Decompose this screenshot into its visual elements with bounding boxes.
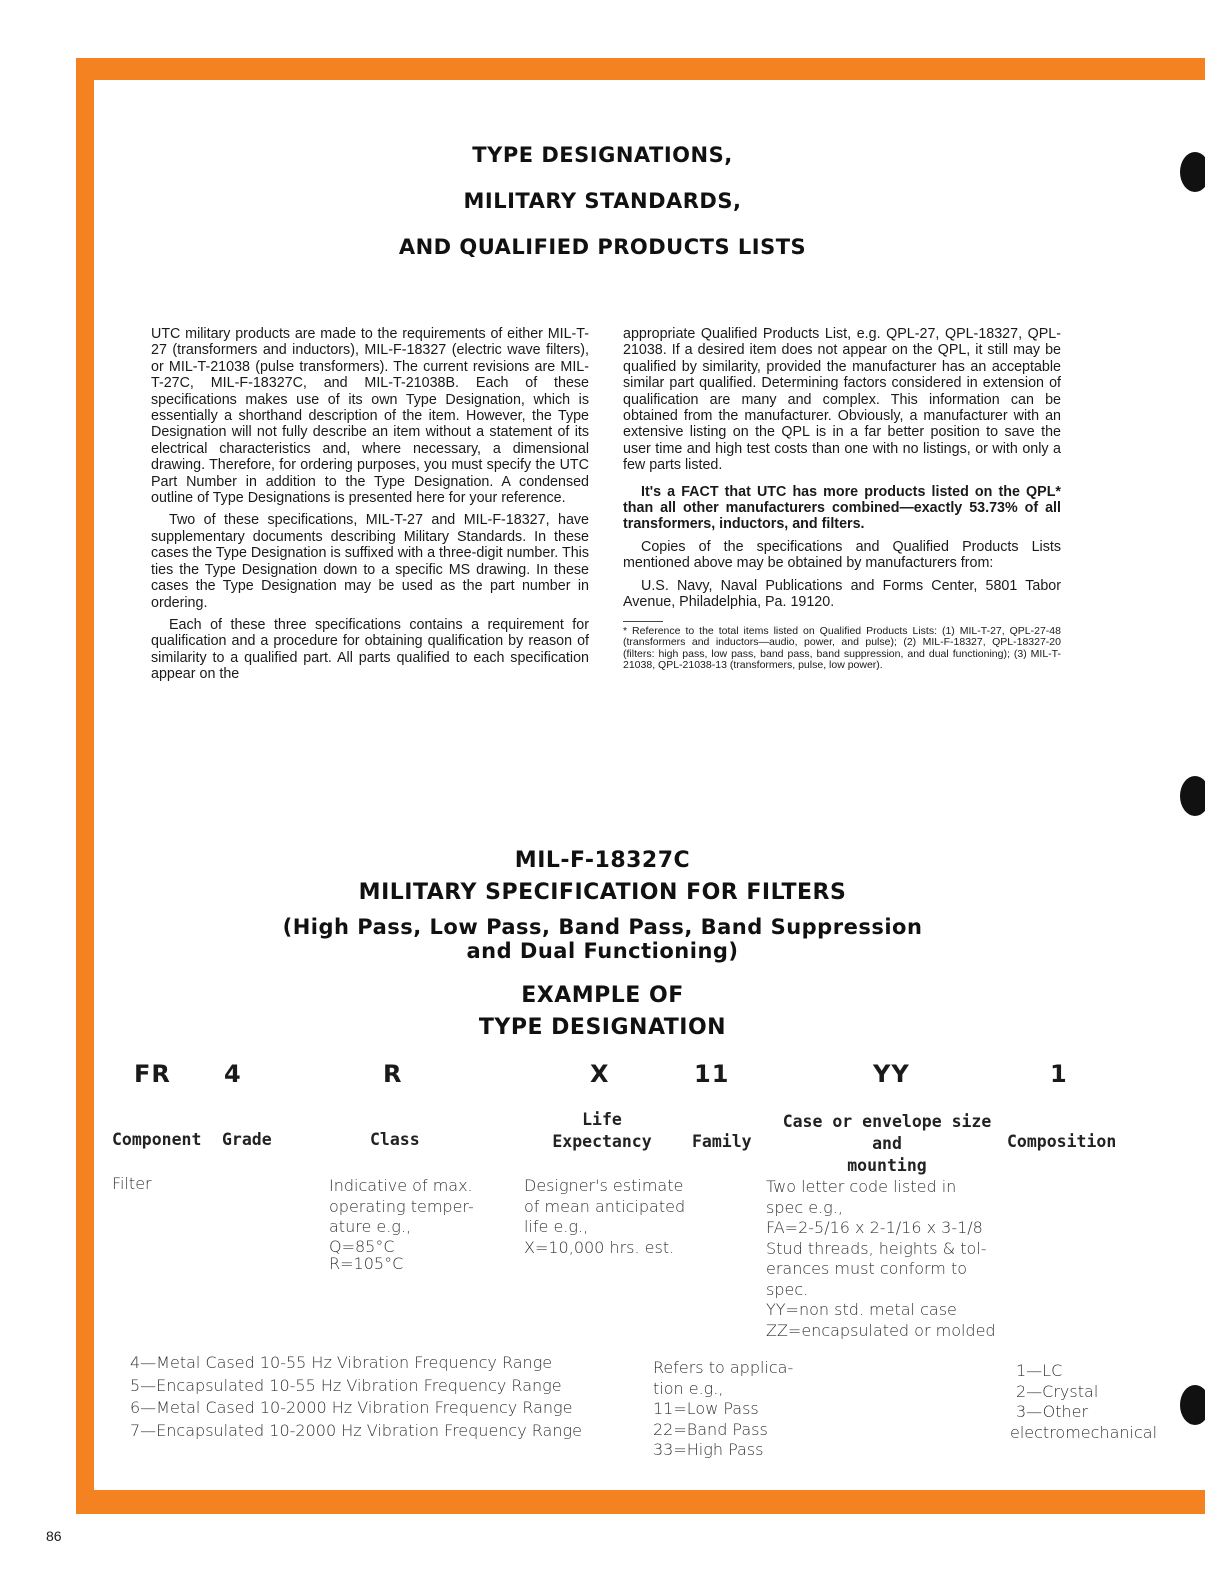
paragraph: appropriate Qualified Products List, e.g. QPL-27, QPL-18327, QPL-21038. If a desired item does not appear on the QPL, it still may be qualified by similarity, provided the manufacturer has an acceptable similar part qualified. Determining factors considered in extension of qualification are many and complex. This information can be obtained from the manufacturer. Obviously, a manufacturer with an extensive listing on the QPL is in a far better position to save the user time and high test costs than one with no listings, or with only a few parts listed. [623, 326, 1061, 474]
paragraph: Each of these three specifications contains a requirement for qualification and a procedure for obtaining qualification by reason of similarity to a qualified part. All parts qualified to each specification appear on the [151, 616, 589, 683]
spec-title: MILITARY SPECIFICATION FOR FILTERS [358, 880, 847, 905]
paragraph: Two of these specifications, MIL-T-27 and MIL-F-18327, have supplementary documents describing Military Standards. In these cases the Type Designation is suffixed with a three-digit number. This ties the Type Designation down to a specific MS drawing. In these cases the Type Designation may be used as the part number in ordering. [151, 512, 589, 611]
code-component: FR [134, 1060, 171, 1088]
code-grade: 4 [224, 1060, 242, 1088]
page-title-line-1: TYPE DESIGNATIONS, [472, 143, 733, 167]
list-item: 5—Encapsulated 10-55 Hz Vibration Frequency Range [130, 1375, 562, 1395]
component-description: Filter [112, 1174, 152, 1193]
page-title-line-2: MILITARY STANDARDS, [463, 189, 742, 213]
footnote-divider [623, 621, 663, 622]
header-component: Component [112, 1130, 202, 1149]
case-description: Two letter code listed in spec e.g., FA=2-5/16 x 2-1/16 x 3-1/8 Stud threads, heights & tol- erances must conform to spec. YY=non std. metal case ZZ=encapsulated or molded [766, 1177, 996, 1340]
header-life [550, 1109, 654, 1153]
paragraph: Copies of the specifications and Qualified Products Lists mentioned above may be obtained by manufacturers from: [623, 538, 1061, 572]
header-composition: Composition [1007, 1132, 1117, 1151]
code-life: X [590, 1060, 610, 1088]
code-class: R [383, 1060, 403, 1088]
class-description: Indicative of max. operating temper- ature e.g., Q=85°C R=105°C [329, 1176, 474, 1273]
spec-subtitle-2: and Dual Functioning) [466, 939, 739, 963]
header-grade: Grade [222, 1130, 272, 1149]
list-item: 7—Encapsulated 10-2000 Hz Vibration Frequency Range [130, 1420, 582, 1440]
header-life-line-2: Expectancy [552, 1132, 652, 1151]
header-family: Family [692, 1132, 752, 1151]
right-column [623, 326, 1061, 678]
page-panel [94, 80, 1205, 1490]
code-family: 11 [694, 1060, 730, 1088]
code-case: YY [873, 1060, 910, 1088]
binder-hole-icon [1180, 1385, 1205, 1425]
address: U.S. Navy, Naval Publications and Forms Center, 5801 Tabor Avenue, Philadelphia, Pa. 19120. [623, 577, 1061, 611]
spec-subtitle-1: (High Pass, Low Pass, Band Pass, Band Suppression [282, 915, 923, 939]
page-title-line-3: AND QUALIFIED PRODUCTS LISTS [398, 235, 807, 259]
page-number: 86 [46, 1528, 62, 1544]
code-composition: 1 [1050, 1060, 1068, 1088]
example-heading-2: TYPE DESIGNATION [478, 1015, 727, 1040]
paragraph: UTC military products are made to the requirements of either MIL-T-27 (transformers and inductors), MIL-F-18327 (electric wave filters), or MIL-T-21038 (pulse transformers). The current revisions are MIL-T-27C, MIL-F-18327C, and MIL-T-21038B. Each of these specifications makes use of its own Type Designation, which is essentially a shorthand description of the item. However, the Type Designation will not fully describe an item without a statement of its electrical characteristics and, where necessary, a dimensional drawing. Therefore, for ordering purposes, you must specify the UTC Part Number in addition to the Type Designation. A condensed outline of Type Designations is presented here for your reference. [151, 326, 589, 507]
header-case [782, 1111, 992, 1177]
footnote: * Reference to the total items listed on Qualified Products Lists: (1) MIL-T-27, QPL-27-48 (transformers and inductors—audio, power, and pulse); (2) MIL-F-18327, QPL-18327-20 (filters: high pass, low pass, band pass, band suppression, and dual functioning); (3) MIL-T-21038, QPL-21038-13 (transformers, pulse, low power). [623, 624, 1061, 672]
example-heading-1: EXAMPLE OF [521, 983, 684, 1008]
header-life-line-1: Life [582, 1110, 622, 1129]
family-description: Refers to applica- tion e.g., 11=Low Pass 22=Band Pass 33=High Pass [653, 1358, 794, 1459]
header-class: Class [370, 1130, 420, 1149]
spec-number: MIL-F-18327C [514, 848, 691, 873]
fact-callout: It's a FACT that UTC has more products listed on the QPL* than all other manufacturers combined—exactly 53.73% of all transformers, inductors, and filters. [623, 483, 1061, 533]
life-description: Designer's estimate of mean anticipated life e.g., X=10,000 hrs. est. [524, 1176, 686, 1257]
left-column [151, 326, 589, 689]
grade-description [130, 1352, 582, 1442]
list-item: 4—Metal Cased 10-55 Hz Vibration Frequency Range [130, 1353, 553, 1372]
composition-description: 1—LC 2—Crystal 3—Other electromechanical [1010, 1361, 1158, 1442]
list-item: 6—Metal Cased 10-2000 Hz Vibration Frequency Range [130, 1398, 573, 1417]
header-case-line-1: Case or envelope size and [782, 1112, 992, 1153]
binder-hole-icon [1180, 776, 1205, 816]
header-case-line-2: mounting [847, 1156, 927, 1175]
